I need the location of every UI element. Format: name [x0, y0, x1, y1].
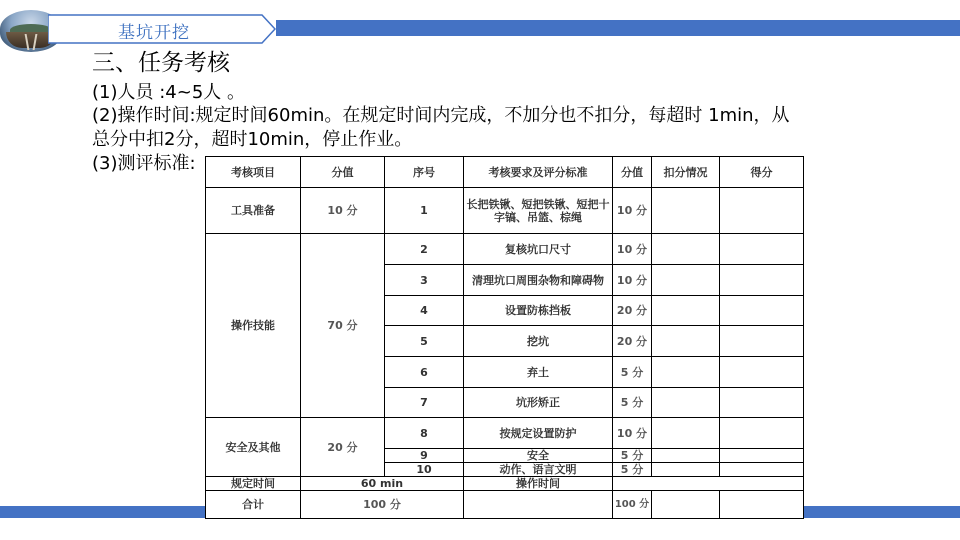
row-requirement: 坑形矫正 — [464, 388, 613, 418]
text-line-3: 总分中扣2分，超时10min，停止作业。 — [92, 129, 413, 150]
result-cell — [720, 234, 804, 265]
result-cell — [720, 463, 804, 477]
group-score: 10 分 — [301, 188, 385, 234]
table-row — [206, 477, 804, 491]
row-number: 3 — [385, 265, 464, 296]
score-table — [205, 156, 804, 519]
table-header: 分值 — [613, 157, 652, 188]
row-score: 10 分 — [613, 265, 652, 296]
deduction-cell — [652, 357, 720, 388]
time-value: 60 min — [301, 477, 464, 491]
row-score: 5 分 — [613, 357, 652, 388]
row-number: 9 — [385, 449, 464, 463]
total-value: 100 分 — [301, 491, 464, 519]
row-number: 2 — [385, 234, 464, 265]
result-cell — [720, 265, 804, 296]
result-cell — [720, 188, 804, 234]
result-cell — [720, 449, 804, 463]
row-score: 5 分 — [613, 388, 652, 418]
row-score: 20 分 — [613, 326, 652, 357]
group-score: 20 分 — [301, 418, 385, 477]
row-number: 1 — [385, 188, 464, 234]
table-header: 考核项目 — [206, 157, 301, 188]
text-line-4: (3)测评标准: — [92, 153, 196, 174]
row-score: 10 分 — [613, 234, 652, 265]
section-title: 基坑开挖 — [118, 23, 190, 43]
row-score: 5 分 — [613, 463, 652, 477]
text-line-1: (1)人员 :4~5人 。 — [92, 82, 245, 103]
row-number: 8 — [385, 418, 464, 449]
row-score: 10 分 — [613, 188, 652, 234]
deduction-cell — [652, 296, 720, 326]
title-tab — [48, 14, 276, 44]
table-header-row — [206, 157, 804, 188]
table-row — [206, 418, 804, 449]
table-row — [206, 491, 804, 519]
deduction-cell — [652, 265, 720, 296]
group-score: 70 分 — [301, 234, 385, 418]
deduction-cell — [652, 418, 720, 449]
table-header: 扣分情况 — [652, 157, 720, 188]
table-header: 得分 — [720, 157, 804, 188]
row-score: 20 分 — [613, 296, 652, 326]
table-header: 分值 — [301, 157, 385, 188]
total-label: 合计 — [206, 491, 301, 519]
operation-time-value — [613, 477, 804, 491]
row-number: 5 — [385, 326, 464, 357]
row-number: 7 — [385, 388, 464, 418]
text-line-2: (2)操作时间:规定时间60min。在规定时间内完成，不加分也不扣分，每超时 1min，从 — [92, 105, 790, 126]
row-requirement: 挖坑 — [464, 326, 613, 357]
group-name: 操作技能 — [206, 234, 301, 418]
deduction-cell — [652, 463, 720, 477]
page-heading: 三、任务考核 — [92, 50, 230, 76]
row-number: 10 — [385, 463, 464, 477]
result-cell — [720, 418, 804, 449]
row-requirement: 复核坑口尺寸 — [464, 234, 613, 265]
deduction-cell — [652, 234, 720, 265]
row-number: 4 — [385, 296, 464, 326]
total-blank-cell — [464, 491, 613, 519]
table-header: 序号 — [385, 157, 464, 188]
row-requirement: 长把铁锹、短把铁锹、短把十字镐、吊篮、棕绳 — [464, 188, 613, 234]
deduction-cell — [652, 326, 720, 357]
result-cell — [720, 388, 804, 418]
row-requirement: 清理坑口周围杂物和障碍物 — [464, 265, 613, 296]
row-score: 10 分 — [613, 418, 652, 449]
result-cell — [720, 326, 804, 357]
group-name: 工具准备 — [206, 188, 301, 234]
total-result-cell — [720, 491, 804, 519]
total-score: 100 分 — [613, 491, 652, 519]
total-deduction-cell — [652, 491, 720, 519]
result-cell — [720, 296, 804, 326]
deduction-cell — [652, 388, 720, 418]
group-name: 安全及其他 — [206, 418, 301, 477]
row-requirement: 安全 — [464, 449, 613, 463]
time-label: 规定时间 — [206, 477, 301, 491]
row-score: 5 分 — [613, 449, 652, 463]
deduction-cell — [652, 188, 720, 234]
header-bar — [276, 20, 960, 36]
table-header: 考核要求及评分标准 — [464, 157, 613, 188]
deduction-cell — [652, 449, 720, 463]
row-requirement: 按规定设置防护 — [464, 418, 613, 449]
table-row — [206, 188, 804, 234]
row-requirement: 设置防栋挡板 — [464, 296, 613, 326]
row-requirement: 弃土 — [464, 357, 613, 388]
operation-time-label: 操作时间 — [464, 477, 613, 491]
result-cell — [720, 357, 804, 388]
row-requirement: 动作、语言文明 — [464, 463, 613, 477]
table-row — [206, 234, 804, 265]
row-number: 6 — [385, 357, 464, 388]
